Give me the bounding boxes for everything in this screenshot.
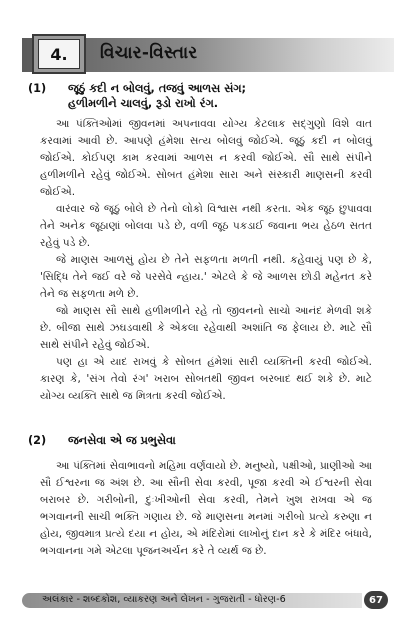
page-footer xyxy=(22,591,394,609)
section-1-paragraph: જો માણસ સૌ સાથે હળીમળીને રહે તો જીવનનો સાચો આનંદ મેળવી શકે છે. બીજા સાથે ઝઘડવાથી કે એકલા રહેવાથી અશાંતિ જ ફેલાય છે. માટે સૌ સાથે સંપીને રહેવું જોઈએ. xyxy=(40,305,372,351)
section-2-paragraph: આ પંક્તિમાં સેવાભાવનો મહિમા વર્ણવાયો છે. મનુષ્યો, પક્ષીઓ, પ્રાણીઓ આ સૌ ઈશ્વરના જ અંશ છે. આ સૌની સેવા કરવી, પૂજા કરવી એ ઈશ્વરની સેવા બરાબર છે. ગરીબોની, દુઃખીઓની સેવા કરવી, તેમને ખુશ રાખવા એ જ ભગવાનની સાચી ભક્તિ ગણાય છે. જે માણસના મનમાં ગરીબો પ્રત્યે કરુણા ન હોય, જીવમાત્ર પ્રત્યે દયા ન હોય, એ મંદિરોમાં લાખોનું દાન કરે કે મંદિર બંધાવે, ભગવાનના ગમે એટલા પૂજનઅર્ચન કરે તે વ્યર્થ જ છે. xyxy=(40,460,372,557)
section-2-number: (2) xyxy=(28,434,47,447)
page-number-badge: 67 xyxy=(364,591,388,609)
footer-book-title: અલંકાર - શબ્દકોશ, વ્યાકરણ અને લેખન - ગુજરાતી - ધોરણ-6 xyxy=(42,594,286,605)
chapter-number: 4. xyxy=(38,39,80,69)
chapter-header xyxy=(22,38,394,72)
section-1-heading-line2: હળીમળીને ચાલવું, રૂડો રાખો રંગ. xyxy=(68,97,219,110)
section-1-body xyxy=(40,116,372,405)
section-2-heading-text: જનસેવા એ જ પ્રભુસેવા xyxy=(68,434,176,447)
chapter-title: વિચાર-વિસ્તાર xyxy=(100,43,198,63)
section-1-paragraph: આ પંક્તિઓમાં જીવનમાં અપનાવવા યોગ્ય કેટલાક સદ્ગુણો વિશે વાત કરવામાં આવી છે. આપણે હંમેશા સત્ય બોલવું જોઈએ. જૂઠું કદી ન બોલવું જોઈએ. કોઈપણ કામ કરવામાં આળસ ન કરવી જોઈએ. સૌ સાથે સંપીને હળીમળીને રહેવું જોઈએ. સોબત હંમેશા સારા અને સંસ્કારી માણસની કરવી જોઈએ. xyxy=(40,118,372,198)
section-1-paragraph: જે માણસ આળસું હોય છે તેને સફળતા મળતી નથી. કહેવાયું પણ છે કે, 'સિદ્ધિ તેને જઈ વરે જે પરસેવે ન્હાય.' એટલે કે જે આળસ છોડી મહેનત કરે તેને જ સફળતા મળે છે. xyxy=(40,254,372,300)
section-1-heading xyxy=(28,82,388,112)
section-1-number: (1) xyxy=(28,82,47,95)
section-2-heading xyxy=(28,434,388,450)
section-2-body xyxy=(40,458,372,560)
section-1-paragraph: પણ હા એ યાદ રાખવું કે સોબત હંમેશાં સારી વ્યક્તિની કરવી જોઈએ. કારણ કે, 'સંગ તેવો રંગ' ખરાબ સોબતથી જીવન બરબાદ થઈ શકે છે. માટે યોગ્ય વ્યક્તિ સાથે જ મિત્રતા કરવી જોઈએ. xyxy=(40,356,372,402)
section-1-paragraph: વારંવાર જે જૂઠું બોલે છે તેનો લોકો વિશ્વાસ નથી કરતા. એક જૂઠ છુપાવવા તેને અનેક જૂઠાણાં બોલવા પડે છે, વળી જૂઠ પકડાઈ જવાના ભય હેઠળ સતત રહેવું પડે છે. xyxy=(40,203,372,249)
chapter-number-badge xyxy=(32,34,86,74)
section-1-heading-line1: જૂઠું કદી ન બોલવું, તજવું આળસ સંગ; xyxy=(68,82,247,95)
